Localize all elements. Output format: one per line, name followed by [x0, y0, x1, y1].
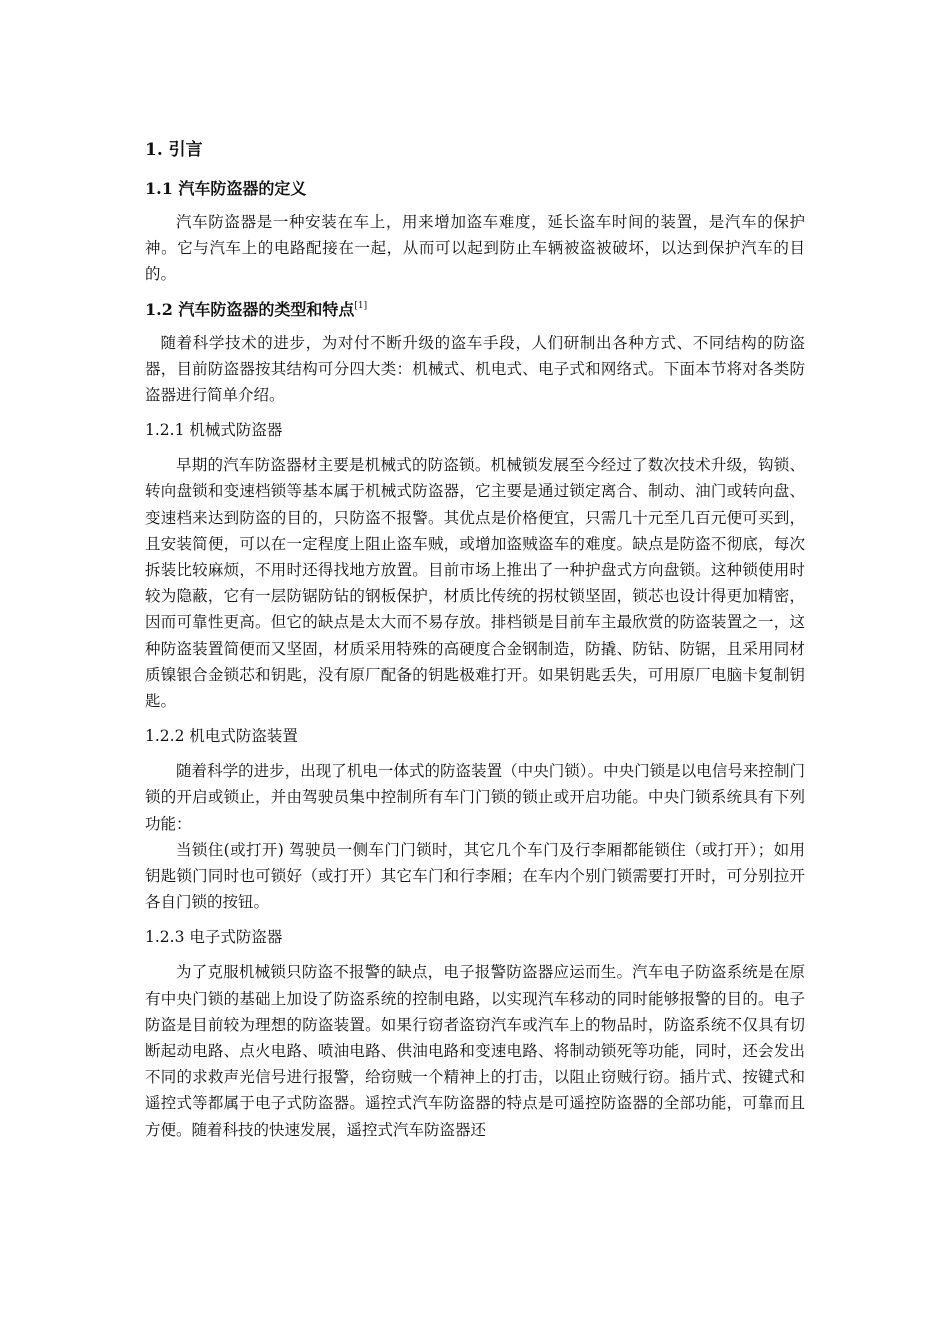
paragraph-electromechanical: 随着科学的进步，出现了机电一体式的防盗装置（中央门锁）。中央门锁是以电信号来控制门锁的开启或锁止，并由驾驶员集中控制所有车门门锁的锁止或开启功能。中央门锁系统具有下列功能：	[145, 762, 805, 833]
section-heading-1-2	[145, 297, 805, 323]
paragraph-central-lock-functions: 当锁住(或打开) 驾驶员一侧车门门锁时，其它几个车门及行李厢都能锁住（或打开）；如用钥匙锁门同时也可锁好（或打开）其它车门和行李厢；在车内个别门锁需要打开时，可分别拉开各自门锁的按钮。	[145, 840, 805, 912]
section-heading-1-2-1: 1.2.1 机械式防盗器	[145, 421, 283, 440]
paragraph-electronic: 为了克服机械锁只防盗不报警的缺点，电子报警防盗器应运而生。汽车电子防盗系统是在原有中央门锁的基础上加设了防盗系统的控制电路，以实现汽车移动的同时能够报警的目的。电子防盗是目前较为理想的防盗装置。如果行窃者盗窃汽车或汽车上的物品时，防盗系统不仅具有切断起动电路、点火电路、喷油电路、供油电路和变速电路、将制动锁死等功能，同时，还会发出不同的求救声光信号进行报警，给窃贼一个精神上的打击，以阻止窃贼行窃。插片式、按键式和遥控式等都属于电子式防盗器。遥控式汽车防盗器的特点是可遥控防盗器的全部功能，可靠而且方便。随着科技的快速发展，遥控式汽车防盗器还	[145, 963, 805, 1139]
section-heading-1-2-3: 1.2.3 电子式防盗器	[145, 928, 283, 947]
section-heading-1-1: 1.1 汽车防盗器的定义	[145, 179, 307, 198]
paragraph-definition: 汽车防盗器是一种安装在车上，用来增加盗车难度，延长盗车时间的装置，是汽车的保护神。它与汽车上的电路配接在一起，从而可以起到防止车辆被盗被破坏，以达到保护汽车的目的。	[145, 213, 805, 284]
section-heading-1-2-text: 1.2 汽车防盗器的类型和特点	[145, 299, 355, 319]
citation-1: [1]	[354, 300, 368, 311]
paragraph-mechanical: 早期的汽车防盗器材主要是机械式的防盗锁。机械锁发展至今经过了数次技术升级，钩锁、转向盘锁和变速档锁等基本属于机械式防盗器，它主要是通过锁定离合、制动、油门或转向盘、变速档来达到防盗的目的，只防盗不报警。其优点是价格便宜，只需几十元至几百元便可买到，且安装简便，可以在一定程度上阻止盗车贼，或增加盗贼盗车的难度。缺点是防盗不彻底，每次拆装比较麻烦，不用时还得找地方放置。目前市场上推出了一种护盘式方向盘锁。这种锁使用时较为隐蔽，它有一层防锯防钻的钢板保护，材质比传统的拐杖锁坚固，锁芯也设计得更加精密，因而可靠性更高。但它的缺点是太大而不易存放。排档锁是目前车主最欣赏的防盗装置之一，这种防盗装置简便而又坚固，材质采用特殊的高硬度合金钢制造，防撬、防钻、防锯，且采用同材质镍银合金锁芯和钥匙，没有原厂配备的钥匙极难打开。如果钥匙丢失，可用原厂电脑卡复制钥匙。	[145, 456, 805, 711]
section-heading-1-2-2: 1.2.2 机电式防盗装置	[145, 727, 298, 746]
document-body	[145, 137, 805, 1152]
paragraph-types: 随着科学技术的进步，为对付不断升级的盗车手段，人们研制出各种方式、不同结构的防盗器，目前防盗器按其结构可分四大类：机械式、机电式、电子式和网络式。下面本节将对各类防盗器进行简单介绍。	[145, 333, 805, 405]
section-heading-1: 1. 引言	[145, 140, 203, 160]
